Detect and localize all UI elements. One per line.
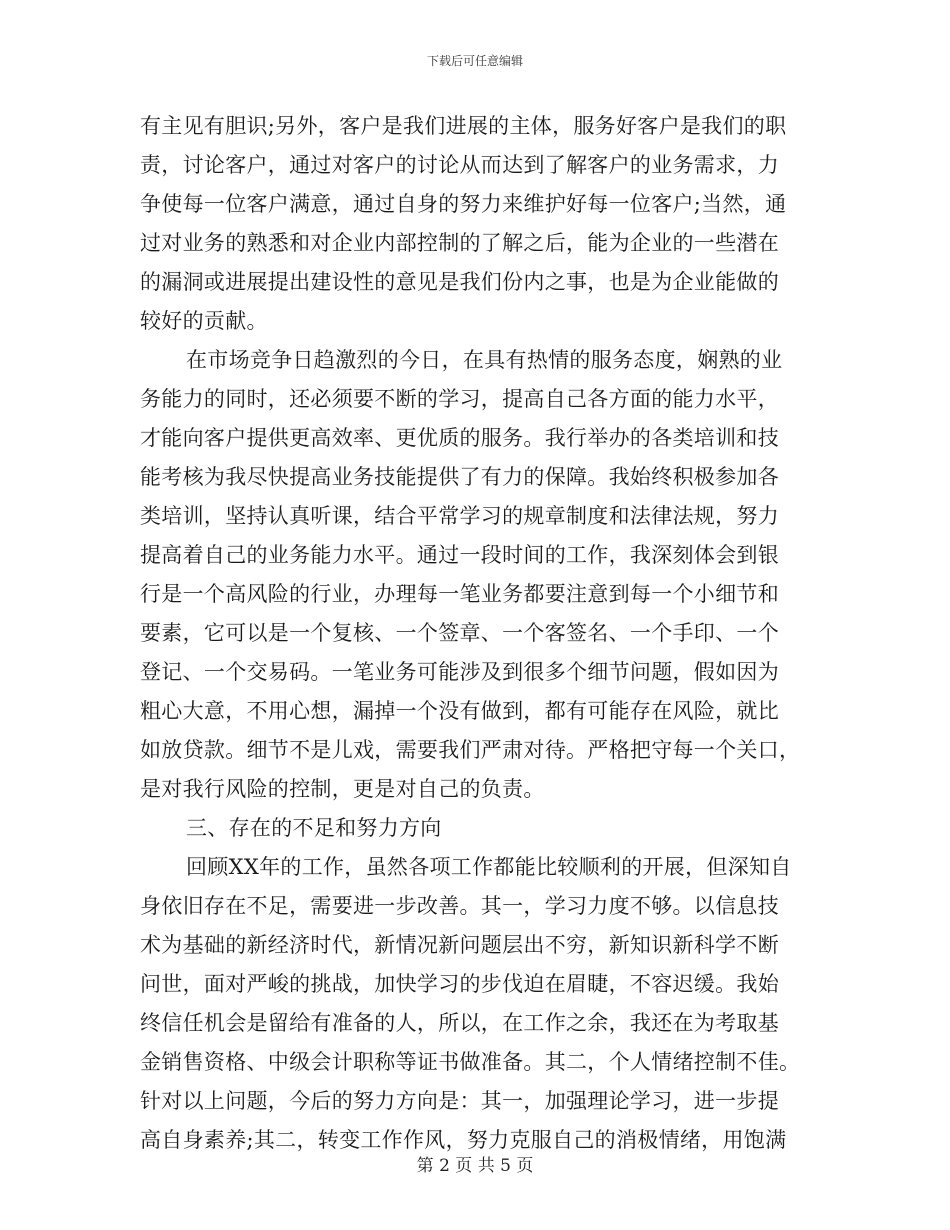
section-heading: 三、存在的不足和努力方向 [186,816,442,840]
paragraph-first-line: 回顾XX年的工作，虽然各项工作都能比较顺利的开展，但深知自 [186,855,792,879]
text-line: 务能力的同时，还必须要不断的学习，提高自己各方面的能力水平， [140,387,779,411]
text-line: 高自身素养;其二，转变工作作风，努力克服自己的消极情绪，用饱满 [140,1128,787,1152]
text-line: 终信任机会是留给有准备的人，所以，在工作之余，我还在为考取基 [140,1011,779,1035]
text-line: 术为基础的新经济时代，新情况新问题层出不穷，新知识新科学不断 [140,933,779,957]
text-line: 身依旧存在不足，需要进一步改善。其一，学习力度不够。以信息技 [140,894,779,918]
text-line: 要素，它可以是一个复核、一个签章、一个客签名、一个手印、一个 [140,621,779,645]
text-line: 类培训，坚持认真听课，结合平常学习的规章制度和法律法规，努力 [140,504,779,528]
text-line: 责，讨论客户，通过对客户的讨论从而达到了解客户的业务需求，力 [140,153,779,177]
paragraph-first-line: 在市场竞争日趋激烈的今日，在具有热情的服务态度，娴熟的业 [186,348,783,372]
text-line: 粗心大意，不用心想，漏掉一个没有做到，都有可能存在风险，就比 [140,699,779,723]
text-line: 提高着自己的业务能力水平。通过一段时间的工作，我深刻体会到银 [140,543,779,567]
text-line: 能考核为我尽快提高业务技能提供了有力的保障。我始终积极参加各 [140,465,779,489]
text-line: 登记、一个交易码。一笔业务可能涉及到很多个细节问题，假如因为 [140,660,779,684]
text-line: 有主见有胆识;另外，客户是我们进展的主体，服务好客户是我们的职 [140,114,787,138]
text-line: 问世，面对严峻的挑战，加快学习的步伐迫在眉睫，不容迟缓。我始 [140,972,779,996]
document-body [140,107,808,1160]
page-header: 下载后可任意编辑 [426,54,523,68]
text-line: 过对业务的熟悉和对企业内部控制的了解之后，能为企业的一些潜在 [140,231,779,255]
text-line: 如放贷款。细节不是儿戏，需要我们严肃对待。严格把守每一个关口， [140,738,801,762]
text-line: 较好的贡献。 [140,309,268,333]
text-line: 才能向客户提供更高效率、更优质的服务。我行举办的各类培训和技 [140,426,779,450]
text-line: 针对以上问题，今后的努力方向是：其一，加强理论学习，进一步提 [140,1089,779,1113]
text-line: 争使每一位客户满意，通过自身的努力来维护好每一位客户;当然，通 [140,192,787,216]
text-line: 行是一个高风险的行业，办理每一笔业务都要注意到每一个小细节和 [140,582,779,606]
text-line: 的漏洞或进展提出建设性的意见是我们份内之事，也是为企业能做的 [140,270,779,294]
text-line: 金销售资格、中级会计职称等证书做准备。其二，个人情绪控制不佳。 [140,1050,801,1074]
page-number: 第 2 页 共 5 页 [416,1156,534,1176]
text-line: 是对我行风险的控制，更是对自己的负责。 [140,777,545,801]
